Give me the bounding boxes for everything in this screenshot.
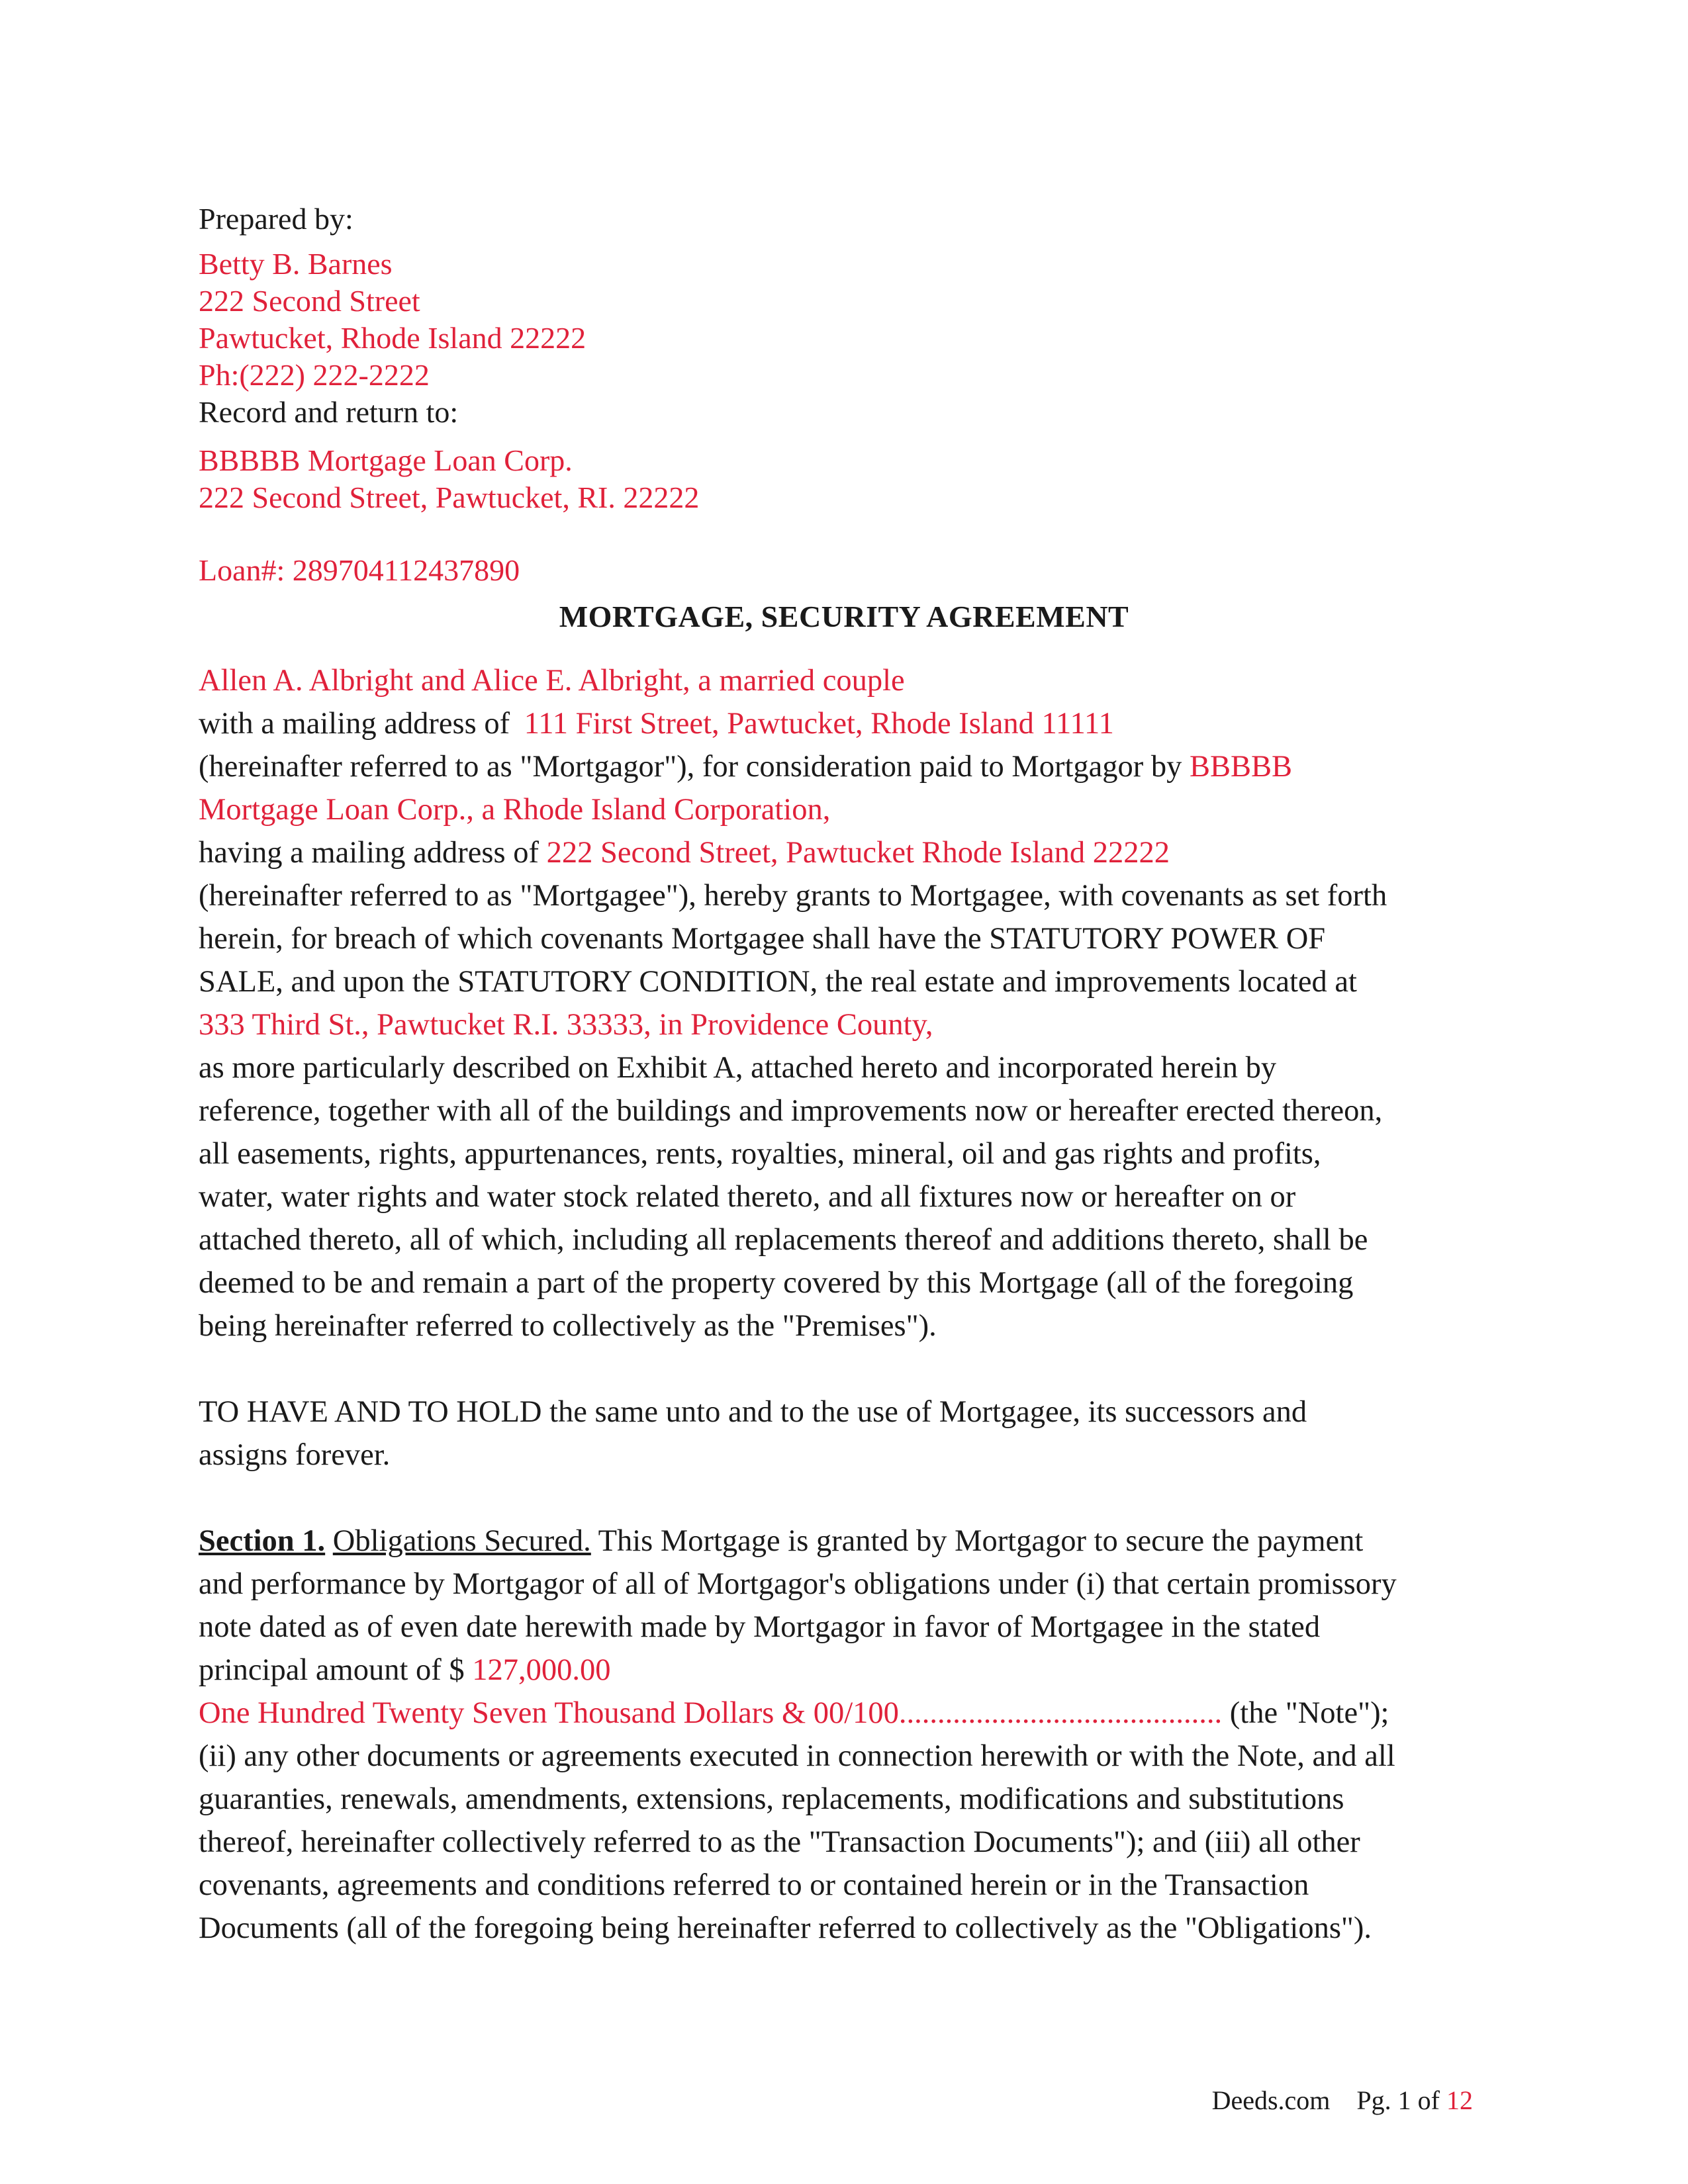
page-footer bbox=[1212, 2085, 1473, 2116]
habendum-line-1: TO HAVE AND TO HOLD the same unto and to the use of Mortgagee, its successors and bbox=[199, 1395, 1307, 1429]
mortgagor-address-line bbox=[199, 709, 1114, 740]
mortgagor-names: Allen A. Albright and Alice E. Albright, a married couple bbox=[199, 664, 905, 698]
grant-line-2: herein, for breach of which covenants Mortgagee shall have the STATUTORY POWER OF bbox=[199, 922, 1326, 956]
grant-line-1: (hereinafter referred to as "Mortgagee"), hereby grants to Mortgagee, with covenants as set forth bbox=[199, 879, 1387, 913]
footer-page-prefix: Pg. 1 of bbox=[1356, 2085, 1446, 2115]
mortgagee-address-line bbox=[199, 838, 1170, 869]
property-location: 333 Third St., Pawtucket R.I. 33333, in Providence County, bbox=[199, 1008, 933, 1042]
description-line: being hereinafter referred to collectively as the "Premises"). bbox=[199, 1309, 937, 1343]
mortgagor-address: 111 First Street, Pawtucket, Rhode Island 11111 bbox=[524, 707, 1114, 741]
footer-page-total: 12 bbox=[1446, 2085, 1473, 2115]
habendum-line-2: assigns forever. bbox=[199, 1438, 391, 1472]
section-1-heading: Obligations Secured. bbox=[332, 1524, 591, 1558]
amount-words: One Hundred Twenty Seven Thousand Dollars & 00/100 bbox=[199, 1696, 899, 1730]
consideration-text: (hereinafter referred to as "Mortgagor"), for consideration paid to Mortgagor by bbox=[199, 750, 1190, 784]
section-1-line-1 bbox=[199, 1526, 1363, 1557]
principal-line bbox=[199, 1655, 610, 1686]
preparer-city: Pawtucket, Rhode Island 22222 bbox=[199, 321, 586, 355]
section-1-rest-line: covenants, agreements and conditions referred to or contained herein or in the Transaction bbox=[199, 1868, 1309, 1902]
section-1-rest-line: Documents (all of the foregoing being hereinafter referred to collectively as the "Obligations"). bbox=[199, 1911, 1372, 1945]
footer-site: Deeds.com bbox=[1211, 2085, 1331, 2115]
principal-amount: 127,000.00 bbox=[472, 1653, 611, 1687]
mortgagee-address: 222 Second Street, Pawtucket Rhode Island 22222 bbox=[546, 836, 1170, 870]
having-prefix: having a mailing address of bbox=[199, 836, 547, 870]
grant-line-3: SALE, and upon the STATUTORY CONDITION, the real estate and improvements located at bbox=[199, 965, 1357, 999]
section-1-line1-rest: This Mortgage is granted by Mortgagor to secure the payment bbox=[590, 1524, 1364, 1558]
return-name: BBBBB Mortgage Loan Corp. bbox=[199, 443, 573, 477]
document-title: MORTGAGE, SECURITY AGREEMENT bbox=[559, 600, 1129, 633]
principal-prefix: principal amount of $ bbox=[199, 1653, 473, 1687]
section-1-rest-line: guaranties, renewals, amendments, extensions, replacements, modifications and substitutions bbox=[199, 1782, 1344, 1816]
description-line: deemed to be and remain a part of the property covered by this Mortgage (all of the foregoing bbox=[199, 1266, 1354, 1300]
return-address: 222 Second Street, Pawtucket, RI. 22222 bbox=[199, 480, 700, 514]
section-1-line-3: note dated as of even date herewith made by Mortgagor in favor of Mortgagee in the stated bbox=[199, 1610, 1321, 1644]
amount-leader: .......................................... bbox=[898, 1696, 1223, 1730]
mortgagee-name-part1: BBBBB bbox=[1190, 750, 1293, 784]
description-line: reference, together with all of the buildings and improvements now or hereafter erected thereon, bbox=[199, 1094, 1383, 1128]
description-line: attached thereto, all of which, including all replacements thereof and additions thereto, shall be bbox=[199, 1223, 1368, 1257]
section-1-line-2: and performance by Mortgagor of all of Mortgagor's obligations under (i) that certain promissory bbox=[199, 1567, 1397, 1601]
consideration-line bbox=[199, 752, 1292, 783]
prepared-by-label: Prepared by: bbox=[199, 202, 353, 236]
section-1-rest-line: thereof, hereinafter collectively referred to as the "Transaction Documents"); and (iii) all other bbox=[199, 1825, 1360, 1859]
preparer-name: Betty B. Barnes bbox=[199, 247, 393, 281]
section-1-label: Section 1. bbox=[199, 1524, 326, 1558]
mailing-prefix: with a mailing address of bbox=[199, 707, 518, 741]
description-line: water, water rights and water stock related thereto, and all fixtures now or hereafter on or bbox=[199, 1180, 1296, 1214]
description-line: all easements, rights, appurtenances, rents, royalties, mineral, oil and gas rights and profits, bbox=[199, 1137, 1321, 1171]
description-line: as more particularly described on Exhibit A, attached hereto and incorporated herein by bbox=[199, 1051, 1277, 1085]
preparer-street: 222 Second Street bbox=[199, 284, 420, 318]
section-1-rest-line: (ii) any other documents or agreements executed in connection herewith or with the Note, and all bbox=[199, 1739, 1395, 1773]
amount-words-line bbox=[199, 1698, 1389, 1729]
record-return-label: Record and return to: bbox=[199, 395, 459, 429]
preparer-phone: Ph:(222) 222-2222 bbox=[199, 358, 430, 392]
note-suffix: (the "Note"); bbox=[1222, 1696, 1389, 1730]
loan-number: Loan#: 289704112437890 bbox=[199, 553, 520, 587]
mortgagee-name-part2: Mortgage Loan Corp., a Rhode Island Corporation, bbox=[199, 793, 831, 827]
